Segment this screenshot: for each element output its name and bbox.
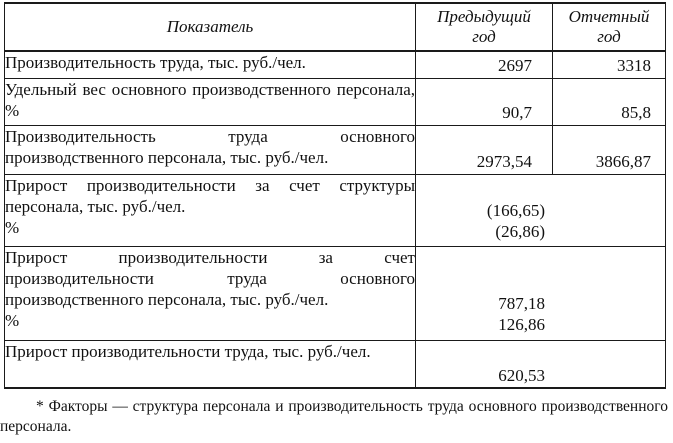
header-report-year-line2: год (597, 27, 621, 46)
row-label-percent: % (5, 217, 20, 237)
row-label: Производительность труда, тыс. руб./чел. (5, 51, 416, 78)
merged-value-thousand-rub: (166,65) (486, 200, 545, 220)
row-label (5, 174, 416, 246)
row-label-main: Прирост производительности за счет производительности труда основного производственного персонала, тыс. руб./чел. (5, 247, 415, 309)
header-previous-year-line2: год (472, 27, 496, 46)
header-report-year (553, 3, 666, 51)
row-value-previous: 2697 (416, 51, 553, 78)
table-row (5, 340, 666, 388)
row-label-main: Прирост производительности за счет структуры персонала, тыс. руб./чел. (5, 175, 415, 216)
table-row (5, 125, 666, 174)
table-header-row (5, 3, 666, 51)
header-indicator-label: Показатель (166, 17, 254, 36)
table-row (5, 246, 666, 340)
row-value-previous: 2973,54 (416, 125, 553, 174)
row-value-report: 3866,87 (553, 125, 666, 174)
row-label (5, 246, 416, 340)
header-previous-year-line1: Предыдущий (437, 7, 531, 26)
merged-value-total: 620,53 (498, 365, 545, 385)
merged-value-percent: 126,86 (498, 314, 545, 334)
merged-value-percent: (26,86) (495, 221, 545, 241)
table-row (5, 51, 666, 78)
merged-value-thousand-rub: 787,18 (498, 293, 545, 313)
header-report-year-line1: Отчетный (568, 7, 650, 26)
table-row (5, 78, 666, 125)
merged-value-cell (416, 340, 666, 388)
header-indicator (5, 3, 416, 51)
row-value-previous: 90,7 (416, 78, 553, 125)
row-value-report: 85,8 (553, 78, 666, 125)
factor-analysis-table (4, 2, 666, 389)
footnote: * Факторы — структура персонала и производительность труда основного производственного персонала. (0, 398, 668, 435)
merged-value-cell (416, 174, 666, 246)
row-value-report: 3318 (553, 51, 666, 78)
row-label: Прирост производительности труда, тыс. руб./чел. (5, 340, 416, 388)
row-label: Производительность труда основного производственного персонала, тыс. руб./чел. (5, 125, 416, 174)
row-label: Удельный вес основного производственного персонала, % (5, 78, 416, 125)
table-row (5, 174, 666, 246)
row-label-percent: % (5, 310, 20, 330)
header-previous-year (416, 3, 553, 51)
merged-value-cell (416, 246, 666, 340)
